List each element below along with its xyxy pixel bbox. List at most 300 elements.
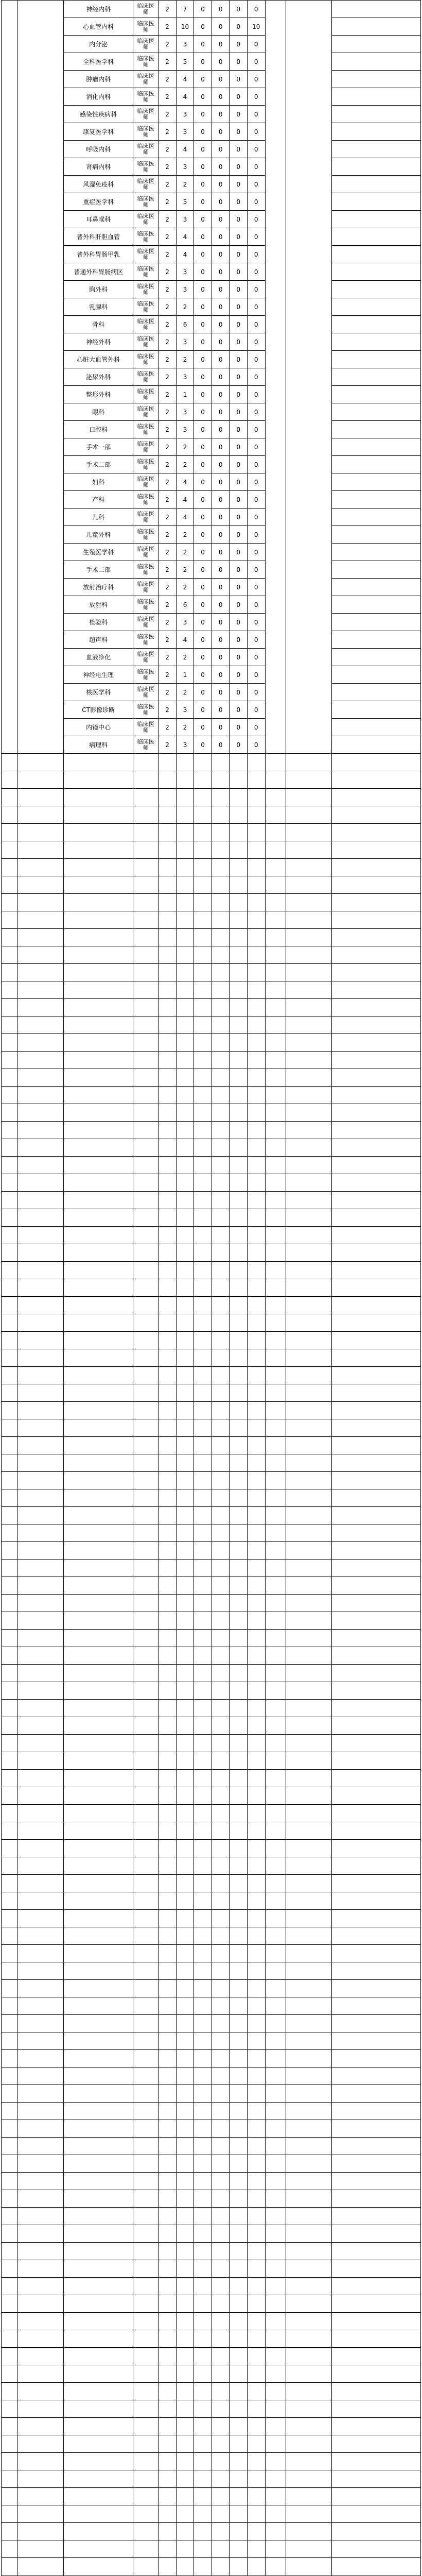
table-row	[2, 106, 421, 123]
empty-cell	[247, 1279, 265, 1297]
empty-cell	[63, 1787, 133, 1805]
count-cell: 3	[176, 211, 194, 228]
empty-cell	[212, 1472, 230, 1489]
empty-cell	[286, 1735, 331, 1752]
empty-cell	[247, 1402, 265, 1419]
empty-cell	[63, 894, 133, 911]
count-cell: 0	[247, 701, 265, 719]
count-cell: 3	[176, 158, 194, 176]
empty-cell	[230, 1314, 248, 1332]
empty-cell	[212, 1507, 230, 1524]
count-cell: 0	[230, 53, 248, 71]
empty-cell	[286, 911, 331, 929]
empty-cell	[194, 806, 212, 824]
count-cell: 0	[212, 473, 230, 491]
empty-cell	[212, 1630, 230, 1647]
count-cell: 2	[159, 36, 177, 53]
empty-cell	[2, 2313, 18, 2330]
empty-cell	[286, 2418, 331, 2435]
empty-cell	[286, 1139, 331, 1157]
empty-cell	[265, 1962, 286, 1980]
department-cell: 检验科	[63, 614, 133, 631]
count-cell: 2	[159, 631, 177, 649]
empty-cell	[247, 2540, 265, 2558]
count-cell: 3	[176, 106, 194, 123]
count-cell: 0	[247, 403, 265, 421]
empty-cell	[194, 964, 212, 981]
empty-row	[2, 1472, 421, 1489]
empty-cell	[286, 1244, 331, 1262]
count-cell: 2	[159, 421, 177, 438]
table-row	[2, 701, 421, 719]
empty-cell	[212, 2067, 230, 2085]
empty-row	[2, 806, 421, 824]
empty-cell	[286, 1157, 331, 1174]
empty-cell	[230, 1349, 248, 1367]
empty-cell	[63, 999, 133, 1016]
post-type-cell: 临床医师	[133, 246, 159, 263]
empty-cell	[230, 1244, 248, 1262]
empty-cell	[194, 1332, 212, 1349]
empty-cell	[133, 2558, 159, 2575]
empty-cell	[230, 1052, 248, 1069]
empty-cell	[2, 1314, 18, 1332]
empty-cell	[159, 1700, 177, 1717]
table-row	[2, 281, 421, 298]
empty-cell	[133, 1016, 159, 1034]
empty-cell	[133, 876, 159, 894]
count-cell: 0	[212, 53, 230, 71]
empty-cell	[2, 2085, 18, 2103]
empty-row	[2, 1945, 421, 1962]
count-cell: 2	[176, 351, 194, 368]
count-cell: 2	[159, 281, 177, 298]
empty-cell	[194, 859, 212, 876]
empty-cell	[176, 2085, 194, 2103]
empty-cell	[159, 1612, 177, 1630]
count-cell: 2	[159, 1, 177, 18]
count-cell: 0	[247, 71, 265, 88]
empty-cell	[2, 789, 18, 806]
empty-cell	[332, 1454, 421, 1472]
empty-cell	[332, 1402, 421, 1419]
empty-cell	[332, 2208, 421, 2225]
empty-cell	[133, 999, 159, 1016]
empty-cell	[17, 2418, 63, 2435]
note-cell	[332, 18, 421, 36]
empty-cell	[230, 1770, 248, 1787]
empty-cell	[332, 1770, 421, 1787]
empty-cell	[212, 999, 230, 1016]
empty-cell	[286, 2208, 331, 2225]
empty-cell	[2, 1822, 18, 1840]
empty-cell	[212, 1927, 230, 1945]
empty-cell	[17, 2383, 63, 2400]
empty-cell	[247, 1209, 265, 1227]
empty-cell	[265, 929, 286, 946]
empty-cell	[212, 1910, 230, 1927]
empty-cell	[230, 2015, 248, 2032]
count-cell: 2	[159, 298, 177, 316]
empty-cell	[133, 1507, 159, 1524]
empty-cell	[2, 1174, 18, 1192]
empty-cell	[63, 1962, 133, 1980]
count-cell: 0	[212, 71, 230, 88]
count-cell: 0	[212, 88, 230, 106]
empty-cell	[63, 2120, 133, 2138]
empty-cell	[17, 754, 63, 771]
count-cell: 0	[247, 106, 265, 123]
empty-cell	[286, 1857, 331, 1875]
count-cell: 0	[212, 421, 230, 438]
empty-cell	[176, 1262, 194, 1279]
empty-cell	[133, 1174, 159, 1192]
empty-cell	[63, 2243, 133, 2260]
empty-cell	[247, 1630, 265, 1647]
empty-cell	[194, 2348, 212, 2365]
empty-cell	[194, 1384, 212, 1402]
empty-cell	[159, 876, 177, 894]
count-cell: 2	[159, 316, 177, 333]
empty-cell	[247, 1875, 265, 1892]
count-cell: 0	[230, 263, 248, 281]
empty-cell	[2, 999, 18, 1016]
empty-cell	[176, 1227, 194, 1244]
post-type-cell: 临床医师	[133, 351, 159, 368]
empty-cell	[17, 1770, 63, 1787]
count-cell: 2	[159, 246, 177, 263]
empty-cell	[247, 2243, 265, 2260]
empty-cell	[63, 1227, 133, 1244]
table-row	[2, 36, 421, 53]
empty-cell	[133, 1104, 159, 1122]
empty-cell	[2, 1910, 18, 1927]
empty-cell	[2, 1489, 18, 1507]
count-cell: 3	[176, 421, 194, 438]
empty-cell	[230, 1542, 248, 1560]
empty-cell	[212, 1840, 230, 1857]
empty-cell	[63, 1402, 133, 1419]
empty-cell	[2, 1927, 18, 1945]
empty-cell	[2, 1612, 18, 1630]
empty-cell	[265, 2488, 286, 2505]
empty-cell	[176, 2243, 194, 2260]
empty-cell	[332, 2278, 421, 2295]
empty-cell	[230, 2208, 248, 2225]
count-cell: 0	[247, 509, 265, 526]
empty-cell	[247, 1910, 265, 1927]
empty-cell	[17, 2225, 63, 2243]
empty-row	[2, 999, 421, 1016]
empty-cell	[212, 894, 230, 911]
empty-cell	[230, 1595, 248, 1612]
empty-cell	[176, 1034, 194, 1052]
empty-cell	[265, 806, 286, 824]
empty-cell	[176, 1612, 194, 1630]
empty-cell	[63, 1139, 133, 1157]
empty-cell	[2, 1962, 18, 1980]
empty-cell	[194, 1489, 212, 1507]
empty-cell	[332, 2523, 421, 2540]
empty-cell	[17, 1997, 63, 2015]
count-cell: 0	[230, 403, 248, 421]
empty-cell	[194, 754, 212, 771]
empty-cell	[2, 1122, 18, 1139]
count-cell: 0	[230, 228, 248, 246]
empty-cell	[17, 2453, 63, 2470]
empty-cell	[230, 1700, 248, 1717]
count-cell: 0	[194, 456, 212, 473]
empty-cell	[286, 1524, 331, 1542]
empty-cell	[133, 1122, 159, 1139]
empty-cell	[286, 2103, 331, 2120]
empty-cell	[194, 1104, 212, 1122]
count-cell: 0	[230, 666, 248, 684]
department-cell: 核医学科	[63, 684, 133, 701]
empty-cell	[212, 2225, 230, 2243]
empty-cell	[17, 2330, 63, 2348]
empty-cell	[17, 1822, 63, 1840]
empty-cell	[230, 1840, 248, 1857]
empty-cell	[212, 1822, 230, 1840]
count-cell: 0	[247, 666, 265, 684]
empty-cell	[265, 1489, 286, 1507]
empty-cell	[176, 806, 194, 824]
empty-cell	[133, 1384, 159, 1402]
empty-cell	[332, 824, 421, 841]
empty-cell	[133, 2540, 159, 2558]
empty-cell	[212, 2032, 230, 2050]
count-cell: 0	[247, 36, 265, 53]
empty-cell	[2, 1244, 18, 1262]
empty-cell	[194, 2383, 212, 2400]
empty-cell	[230, 1910, 248, 1927]
empty-cell	[176, 946, 194, 964]
empty-cell	[230, 2523, 248, 2540]
empty-row	[2, 1682, 421, 1700]
empty-cell	[265, 1332, 286, 1349]
empty-cell	[230, 1139, 248, 1157]
empty-cell	[133, 2067, 159, 2085]
empty-cell	[286, 2260, 331, 2278]
empty-row	[2, 1297, 421, 1314]
empty-cell	[286, 1402, 331, 1419]
note-cell	[332, 368, 421, 386]
department-cell: 心脏大血管外科	[63, 351, 133, 368]
empty-cell	[17, 2470, 63, 2488]
empty-cell	[332, 1297, 421, 1314]
empty-cell	[176, 1595, 194, 1612]
empty-cell	[194, 1840, 212, 1857]
empty-cell	[17, 2523, 63, 2540]
count-cell: 0	[247, 53, 265, 71]
empty-cell	[17, 2488, 63, 2505]
count-cell: 2	[159, 579, 177, 596]
empty-cell	[176, 1945, 194, 1962]
empty-cell	[332, 2295, 421, 2313]
note-cell	[332, 403, 421, 421]
empty-cell	[332, 2243, 421, 2260]
empty-cell	[194, 1770, 212, 1787]
empty-cell	[247, 1892, 265, 1910]
empty-cell	[286, 1034, 331, 1052]
count-cell: 2	[159, 71, 177, 88]
empty-cell	[230, 2243, 248, 2260]
empty-cell	[286, 2488, 331, 2505]
empty-cell	[247, 2523, 265, 2540]
empty-cell	[194, 1419, 212, 1437]
empty-cell	[194, 2540, 212, 2558]
empty-cell	[2, 1665, 18, 1682]
empty-cell	[176, 1437, 194, 1454]
empty-cell	[286, 1069, 331, 1087]
empty-cell	[194, 1630, 212, 1647]
empty-cell	[265, 876, 286, 894]
empty-cell	[17, 2155, 63, 2173]
count-cell: 2	[159, 509, 177, 526]
empty-cell	[17, 1332, 63, 1349]
empty-cell	[230, 2453, 248, 2470]
empty-cell	[2, 2330, 18, 2348]
empty-cell	[230, 789, 248, 806]
empty-cell	[133, 789, 159, 806]
count-cell: 2	[159, 719, 177, 736]
empty-cell	[332, 1192, 421, 1209]
empty-cell	[133, 1857, 159, 1875]
empty-cell	[230, 1805, 248, 1822]
empty-cell	[133, 1297, 159, 1314]
empty-cell	[212, 1962, 230, 1980]
empty-cell	[2, 2138, 18, 2155]
empty-cell	[247, 1384, 265, 1402]
empty-cell	[247, 1665, 265, 1682]
empty-row	[2, 964, 421, 981]
table-row	[2, 473, 421, 491]
note-cell	[332, 298, 421, 316]
empty-cell	[159, 1262, 177, 1279]
count-cell: 0	[194, 263, 212, 281]
empty-cell	[133, 2173, 159, 2190]
empty-cell	[63, 806, 133, 824]
empty-row	[2, 2278, 421, 2295]
empty-row	[2, 1524, 421, 1542]
count-cell: 0	[247, 438, 265, 456]
empty-row	[2, 2243, 421, 2260]
empty-cell	[247, 1174, 265, 1192]
count-cell: 0	[194, 351, 212, 368]
count-cell: 0	[212, 701, 230, 719]
empty-cell	[332, 876, 421, 894]
empty-cell	[194, 2365, 212, 2383]
empty-cell	[133, 1052, 159, 1069]
empty-cell	[176, 2313, 194, 2330]
count-cell: 0	[230, 18, 248, 36]
empty-cell	[265, 1560, 286, 1577]
count-cell: 0	[212, 438, 230, 456]
empty-row	[2, 1087, 421, 1104]
empty-cell	[265, 2400, 286, 2418]
department-cell: 放射科	[63, 596, 133, 614]
empty-cell	[159, 1945, 177, 1962]
count-cell: 2	[159, 333, 177, 351]
empty-row	[2, 2085, 421, 2103]
count-cell: 0	[230, 561, 248, 579]
empty-cell	[2, 2295, 18, 2313]
empty-cell	[176, 2365, 194, 2383]
count-cell: 2	[159, 141, 177, 158]
empty-cell	[133, 1927, 159, 1945]
empty-cell	[286, 1454, 331, 1472]
department-cell: 手术二部	[63, 561, 133, 579]
count-cell: 3	[176, 701, 194, 719]
count-cell: 2	[176, 176, 194, 193]
empty-cell	[2, 876, 18, 894]
count-cell: 4	[176, 509, 194, 526]
empty-cell	[2, 2435, 18, 2453]
empty-cell	[286, 2505, 331, 2523]
empty-cell	[230, 929, 248, 946]
empty-cell	[133, 2015, 159, 2032]
empty-cell	[17, 1034, 63, 1052]
post-type-cell: 临床医师	[133, 544, 159, 561]
empty-cell	[194, 1787, 212, 1805]
empty-cell	[230, 894, 248, 911]
empty-cell	[332, 1875, 421, 1892]
empty-cell	[17, 1087, 63, 1104]
empty-cell	[265, 1997, 286, 2015]
empty-cell	[212, 1542, 230, 1560]
empty-cell	[286, 946, 331, 964]
note-cell	[332, 263, 421, 281]
empty-cell	[63, 2540, 133, 2558]
table-row	[2, 123, 421, 141]
empty-cell	[133, 1419, 159, 1437]
empty-cell	[265, 1857, 286, 1875]
empty-cell	[133, 1262, 159, 1279]
empty-cell	[265, 999, 286, 1016]
empty-cell	[63, 1647, 133, 1665]
empty-cell	[159, 2278, 177, 2295]
empty-cell	[2, 2208, 18, 2225]
empty-cell	[212, 2558, 230, 2575]
empty-cell	[286, 2138, 331, 2155]
empty-cell	[2, 2383, 18, 2400]
empty-cell	[176, 981, 194, 999]
empty-cell	[159, 1595, 177, 1612]
post-type-cell: 临床医师	[133, 684, 159, 701]
empty-cell	[2, 2032, 18, 2050]
empty-cell	[230, 1507, 248, 1524]
empty-cell	[194, 2032, 212, 2050]
empty-cell	[230, 2313, 248, 2330]
empty-cell	[212, 1665, 230, 1682]
empty-cell	[159, 1454, 177, 1472]
empty-cell	[176, 1840, 194, 1857]
empty-cell	[286, 876, 331, 894]
empty-row	[2, 1367, 421, 1384]
empty-cell	[332, 2400, 421, 2418]
empty-cell	[159, 1682, 177, 1700]
empty-cell	[332, 1682, 421, 1700]
empty-cell	[212, 946, 230, 964]
empty-row	[2, 2015, 421, 2032]
empty-cell	[2, 1647, 18, 1665]
empty-cell	[176, 1577, 194, 1595]
empty-cell	[133, 911, 159, 929]
empty-cell	[332, 1279, 421, 1297]
empty-cell	[247, 911, 265, 929]
empty-cell	[159, 911, 177, 929]
